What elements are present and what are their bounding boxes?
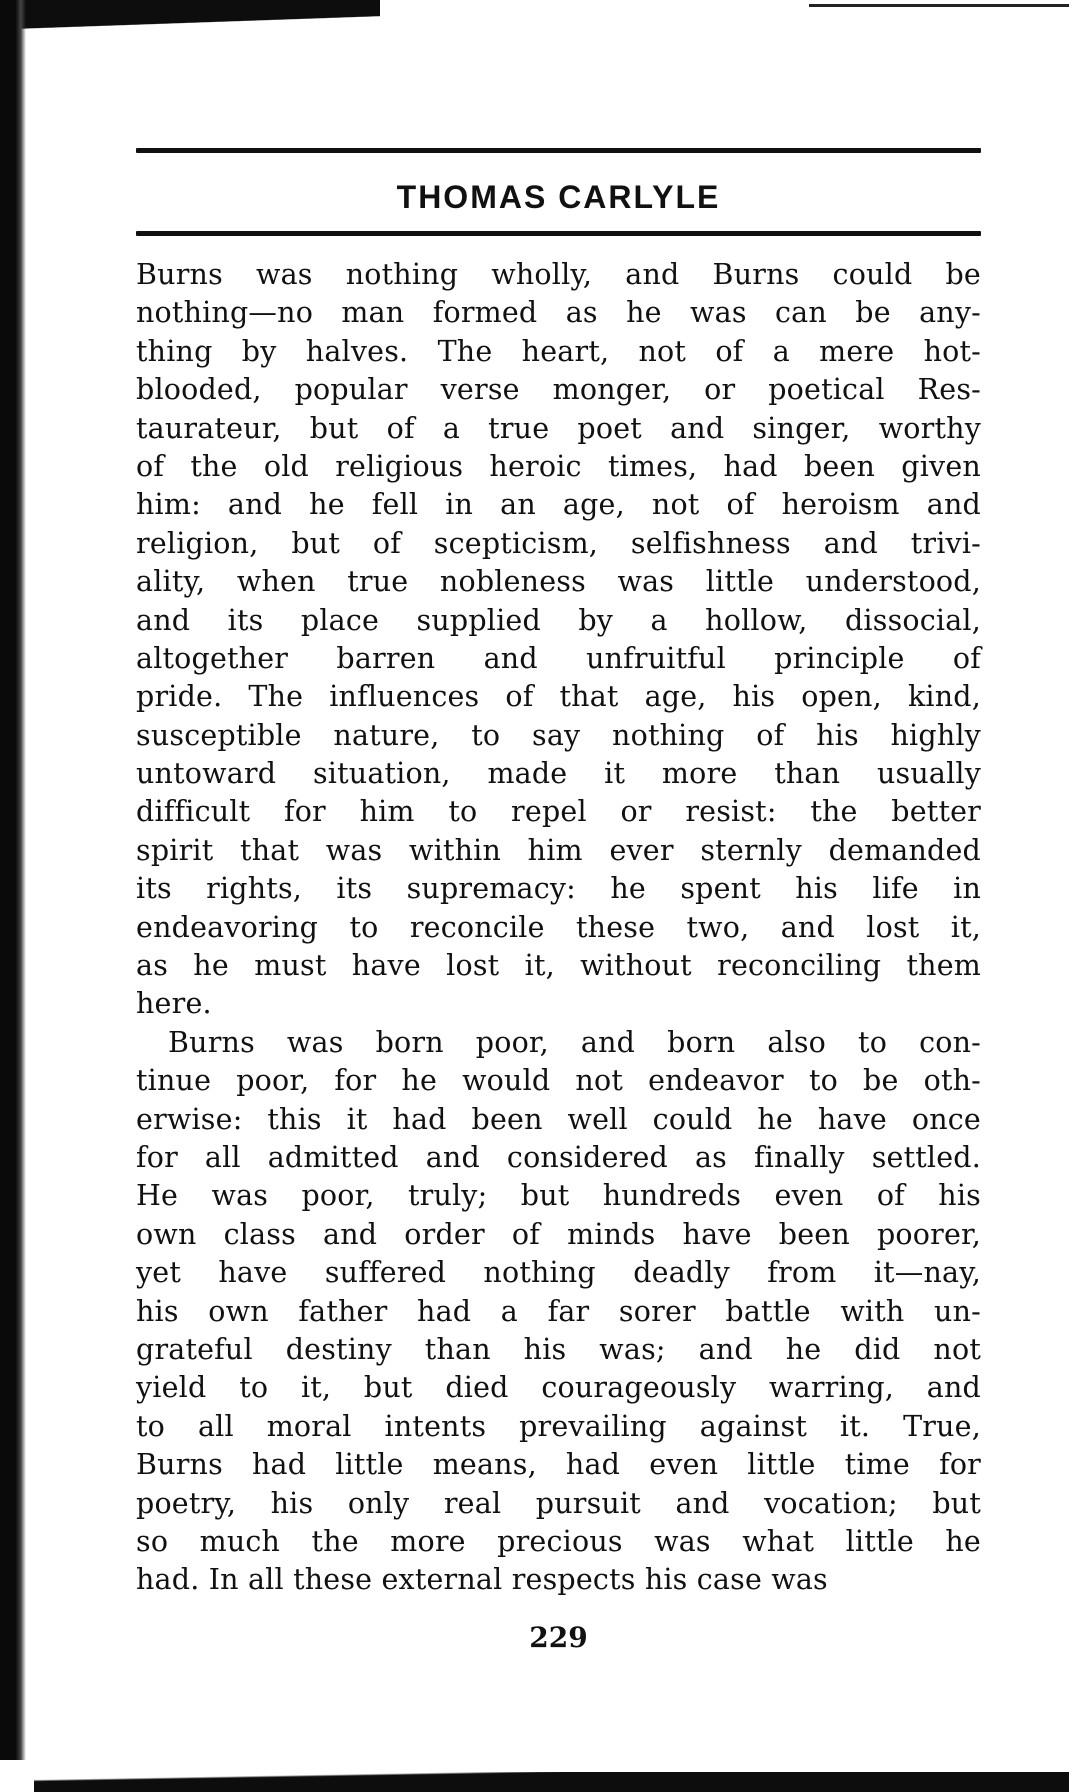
header-rule-top [136, 148, 981, 153]
text-line: its rights, its supremacy: he spent his life in [136, 872, 981, 906]
text-line: his own father had a far sorer battle with un- [136, 1294, 981, 1328]
page-number: 229 [529, 1620, 588, 1654]
text-line: so much the more precious was what little he [136, 1524, 981, 1558]
text-line: Burns had little means, had even little time for [136, 1448, 981, 1482]
text-line: had. In all these external respects his case was [136, 1563, 828, 1597]
text-line: own class and order of minds have been poorer, [136, 1217, 981, 1251]
book-page [136, 148, 981, 1654]
text-line: Burns was born poor, and born also to con- [168, 1025, 981, 1059]
running-head: THOMAS CARLYLE [396, 179, 721, 215]
text-line: and its place supplied by a hollow, dissocial, [136, 603, 981, 637]
scan-shadow-top [0, 0, 380, 56]
text-line: yield to it, but died courageously warring, and [136, 1371, 981, 1405]
text-line: religion, but of scepticism, selfishness and trivi- [136, 526, 981, 560]
text-line: spirit that was within him ever sternly demanded [136, 833, 981, 867]
paragraph [136, 1024, 981, 1600]
text-line: taurateur, but of a true poet and singer, worthy [136, 411, 981, 445]
text-line: pride. The influences of that age, his open, kind, [136, 680, 981, 714]
text-line: yet have suffered nothing deadly from it—nay, [136, 1256, 981, 1290]
paragraph [136, 256, 981, 1024]
text-line: to all moral intents prevailing against it. True, [136, 1409, 981, 1443]
text-line: him: and he fell in an age, not of heroism and [136, 488, 981, 522]
text-line: endeavoring to reconcile these two, and lost it, [136, 910, 981, 944]
text-line: nothing—no man formed as he was can be any- [136, 296, 981, 330]
text-line: ality, when true nobleness was little understood, [136, 565, 981, 599]
text-line: poetry, his only real pursuit and vocation; but [136, 1486, 981, 1520]
text-line: altogether barren and unfruitful principle of [136, 641, 981, 675]
text-line: thing by halves. The heart, not of a mere hot- [136, 334, 981, 368]
text-line: here. [136, 987, 212, 1021]
text-line: He was poor, truly; but hundreds even of his [136, 1179, 981, 1213]
body-text [136, 256, 981, 1600]
text-line: difficult for him to repel or resist: the better [136, 795, 981, 829]
text-line: for all admitted and considered as finally settled. [136, 1140, 981, 1174]
text-line: blooded, popular verse monger, or poetical Res- [136, 373, 981, 407]
text-line: Burns was nothing wholly, and Burns could be [136, 258, 981, 291]
text-line: as he must have lost it, without reconciling them [136, 949, 981, 983]
text-line: grateful destiny than his was; and he did not [136, 1332, 981, 1366]
text-line: tinue poor, for he would not endeavor to be oth- [136, 1064, 981, 1098]
text-line: susceptible nature, to say nothing of his highly [136, 718, 981, 752]
text-line: of the old religious heroic times, had been given [136, 449, 981, 483]
text-line: untoward situation, made it more than usually [136, 757, 981, 791]
scan-shadow-bottom [34, 1772, 1069, 1792]
text-line: erwise: this it had been well could he have once [136, 1102, 981, 1136]
scan-shadow-top-right [809, 4, 1069, 7]
scan-shadow-left [0, 0, 26, 1760]
header-rule-bottom [136, 231, 981, 236]
